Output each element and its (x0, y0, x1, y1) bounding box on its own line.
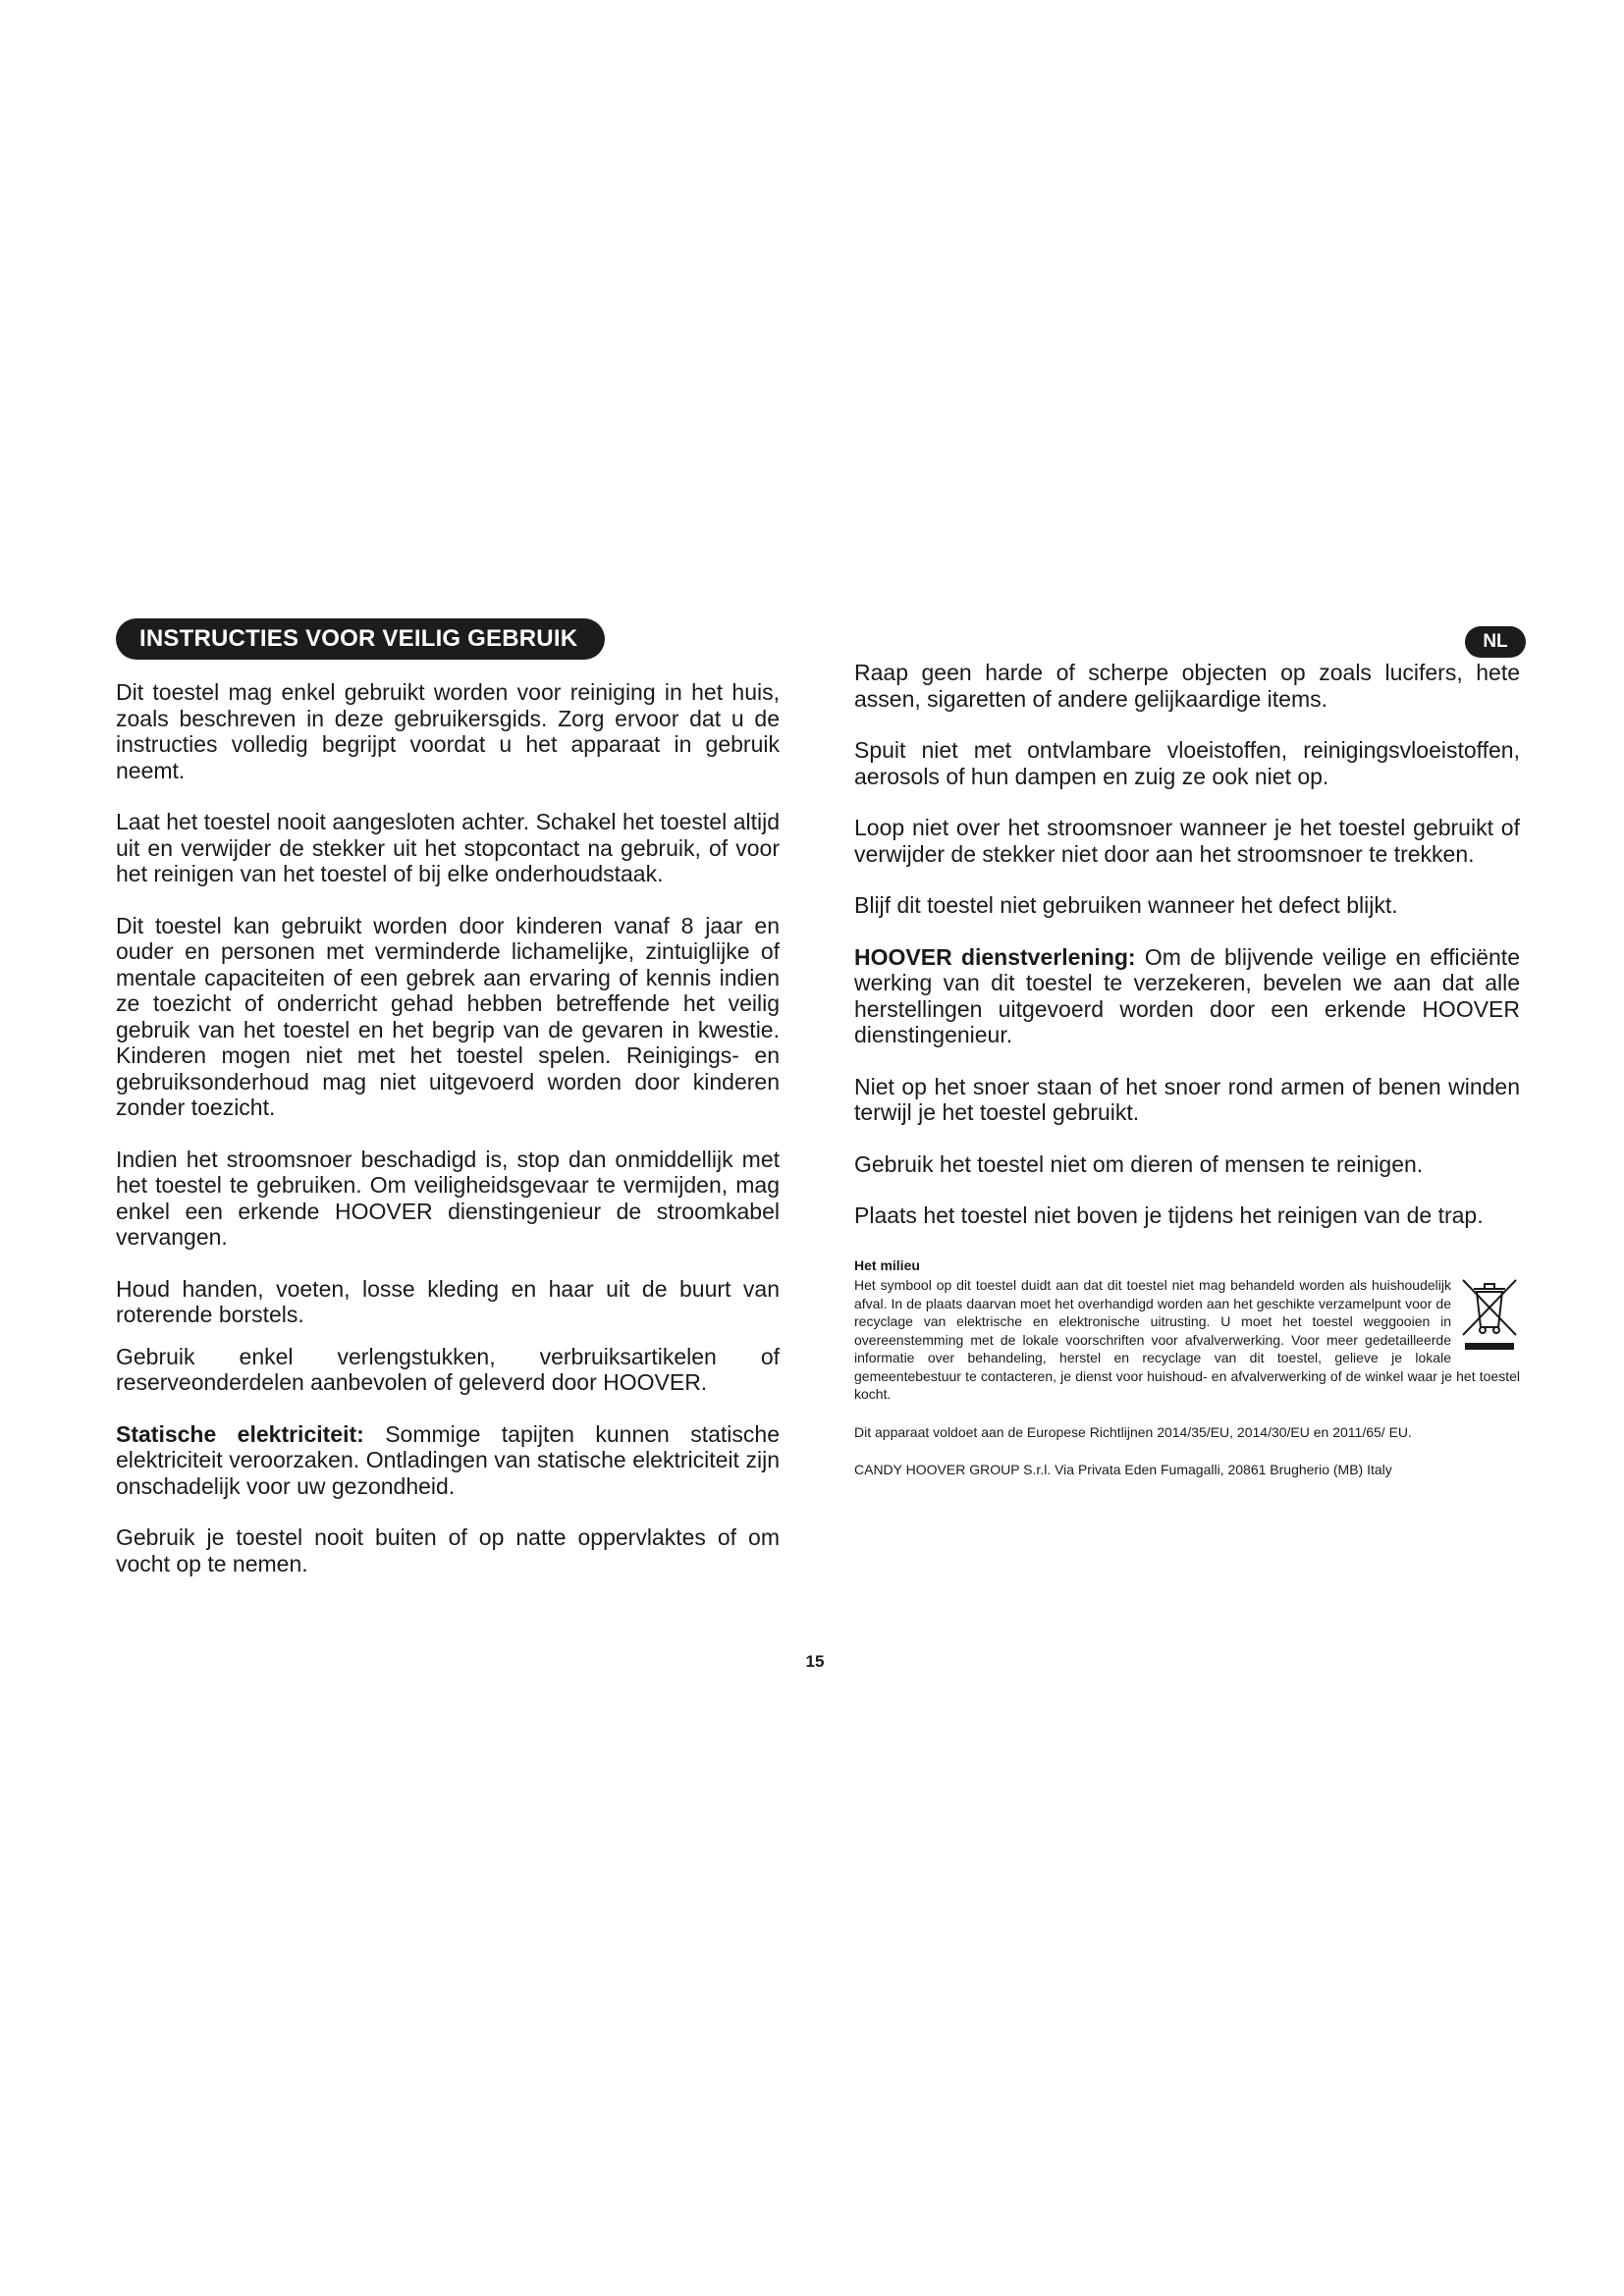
paragraph-accessories: Gebruik enkel verlengstukken, verbruiksartikelen of reserveonderdelen aanbevolen of geleverd door HOOVER. (116, 1343, 780, 1395)
crossed-out-wheelie-bin-icon (1459, 1276, 1520, 1353)
paragraph-cord-wrap: Niet op het snoer staan of het snoer rond armen of benen winden terwijl je het toestel gebruikt. (854, 1073, 1520, 1125)
page-number: 15 (805, 1652, 825, 1671)
paragraph-outdoor-wet: Gebruik je toestel nooit buiten of op natte oppervlaktes of om vocht op te nemen. (116, 1524, 780, 1576)
paragraph-cord-walk: Loop niet over het stroomsnoer wanneer je het toestel gebruikt of verwijder de stekker niet door aan het stroomsnoer te trekken. (854, 815, 1520, 867)
paragraph-animals: Gebruik het toestel niet om dieren of mensen te reinigen. (854, 1150, 1424, 1177)
left-column (116, 618, 780, 1602)
paragraph-flammable: Spuit niet met ontvlambare vloeistoffen, reinigingsvloeistoffen, aerosols of hun dampen en zuig ze ook niet op. (854, 737, 1520, 789)
manufacturer-address: CANDY HOOVER GROUP S.r.l. Via Privata Eden Fumagalli, 20861 Brugherio (MB) Italy (854, 1462, 1392, 1477)
static-electricity-heading: Statische elektriciteit: (116, 1420, 364, 1447)
environment-title: Het milieu (854, 1256, 920, 1273)
static-electricity-text: Sommige tapijten kunnen statische elektriciteit veroorzaken. Ontladingen van statische elektriciteit zijn onschadelijk voor uw gezondheid. (116, 1420, 781, 1499)
paragraph-power-cord: Indien het stroomsnoer beschadigd is, stop dan onmiddellijk met het toestel te gebruiken. Om veiligheidsgevaar te vermijden, mag enkel een erkende HOOVER dienstingenieur de stroomkabel vervangen. (116, 1146, 780, 1250)
paragraph-sharp-objects: Raap geen harde of scherpe objecten op zoals lucifers, hete assen, sigaretten of andere gelijkaardige items. (854, 660, 1520, 712)
paragraph-rotating-brushes: Houd handen, voeten, losse kleding en haar uit de buurt van roterende borstels. (116, 1275, 780, 1327)
hoover-service-heading: HOOVER dienstverlening: (854, 943, 1136, 970)
paragraph-defect: Blijf dit toestel niet gebruiken wanneer het defect blijkt. (854, 892, 1398, 918)
language-badge: NL (1465, 626, 1526, 658)
paragraph-children: Dit toestel kan gebruikt worden door kinderen vanaf 8 jaar en ouder en personen met verminderde lichamelijke, zintuiglijke of mentale capaciteiten of een gebrek aan ervaring of kennis indien ze toezicht of onderricht gehad hebben betreffende het veilig gebruik van het toestel en het begrip van de gevaren in kwestie. Kinderen mogen niet met het toestel spelen. Reinigings- en gebruiksonderhoud mag niet uitgevoerd worden door kinderen zonder toezicht. (116, 912, 780, 1120)
paragraph-unplug: Laat het toestel nooit aangesloten achter. Schakel het toestel altijd uit en verwijder de stekker uit het stopcontact na gebruik, of voor het reinigen van het toestel of bij elke onderhoudstaak. (116, 809, 780, 886)
paragraph-stairs: Plaats het toestel niet boven je tijdens het reinigen van de trap. (854, 1202, 1484, 1228)
paragraph-intended-use: Dit toestel mag enkel gebruikt worden voor reiniging in het huis, zoals beschreven in deze gebruikersgids. Zorg ervoor dat u de instructies volledig begrijpt voordat u het apparaat in gebruik neemt. (116, 679, 780, 783)
environment-text (854, 1276, 1520, 1404)
hoover-service-text: Om de blijvende veilige en efficiënte werking van dit toestel te verzekeren, bevelen we aan dat alle herstellingen uitgevoerd worden door een erkende HOOVER dienstingenieur. (854, 943, 1520, 1047)
environment-body: Het symbool op dit toestel duidt aan dat dit toestel niet mag behandeld worden als huishoudelijk afval. In de plaats daarvan moet het overhandigd worden aan het geschikte verzamelpunt voor de recyclage van elektrische en elektronische uitrusting. U moet het toestel weggooien in overeenstemming met de lokale voorschriften voor afvalverwerking. Voor meer gedetailleerde informatie over behandeling, herstel en recyclage van dit toestel, gelieve je lokale gemeentebestuur te contacteren, je dienst voor huishoud- en afvalverwerking of de winkel waar je het toestel kocht. (854, 1277, 1520, 1402)
right-column (854, 660, 1520, 1499)
environment-section (854, 1256, 1520, 1479)
paragraph-hoover-service (854, 944, 1520, 1048)
section-title: INSTRUCTIES VOOR VEILIG GEBRUIK (116, 618, 605, 660)
paragraph-static-electricity (116, 1421, 780, 1500)
directives-text: Dit apparaat voldoet aan de Europese Richtlijnen 2014/35/EU, 2014/30/EU en 2011/65/ EU. (854, 1423, 1412, 1440)
